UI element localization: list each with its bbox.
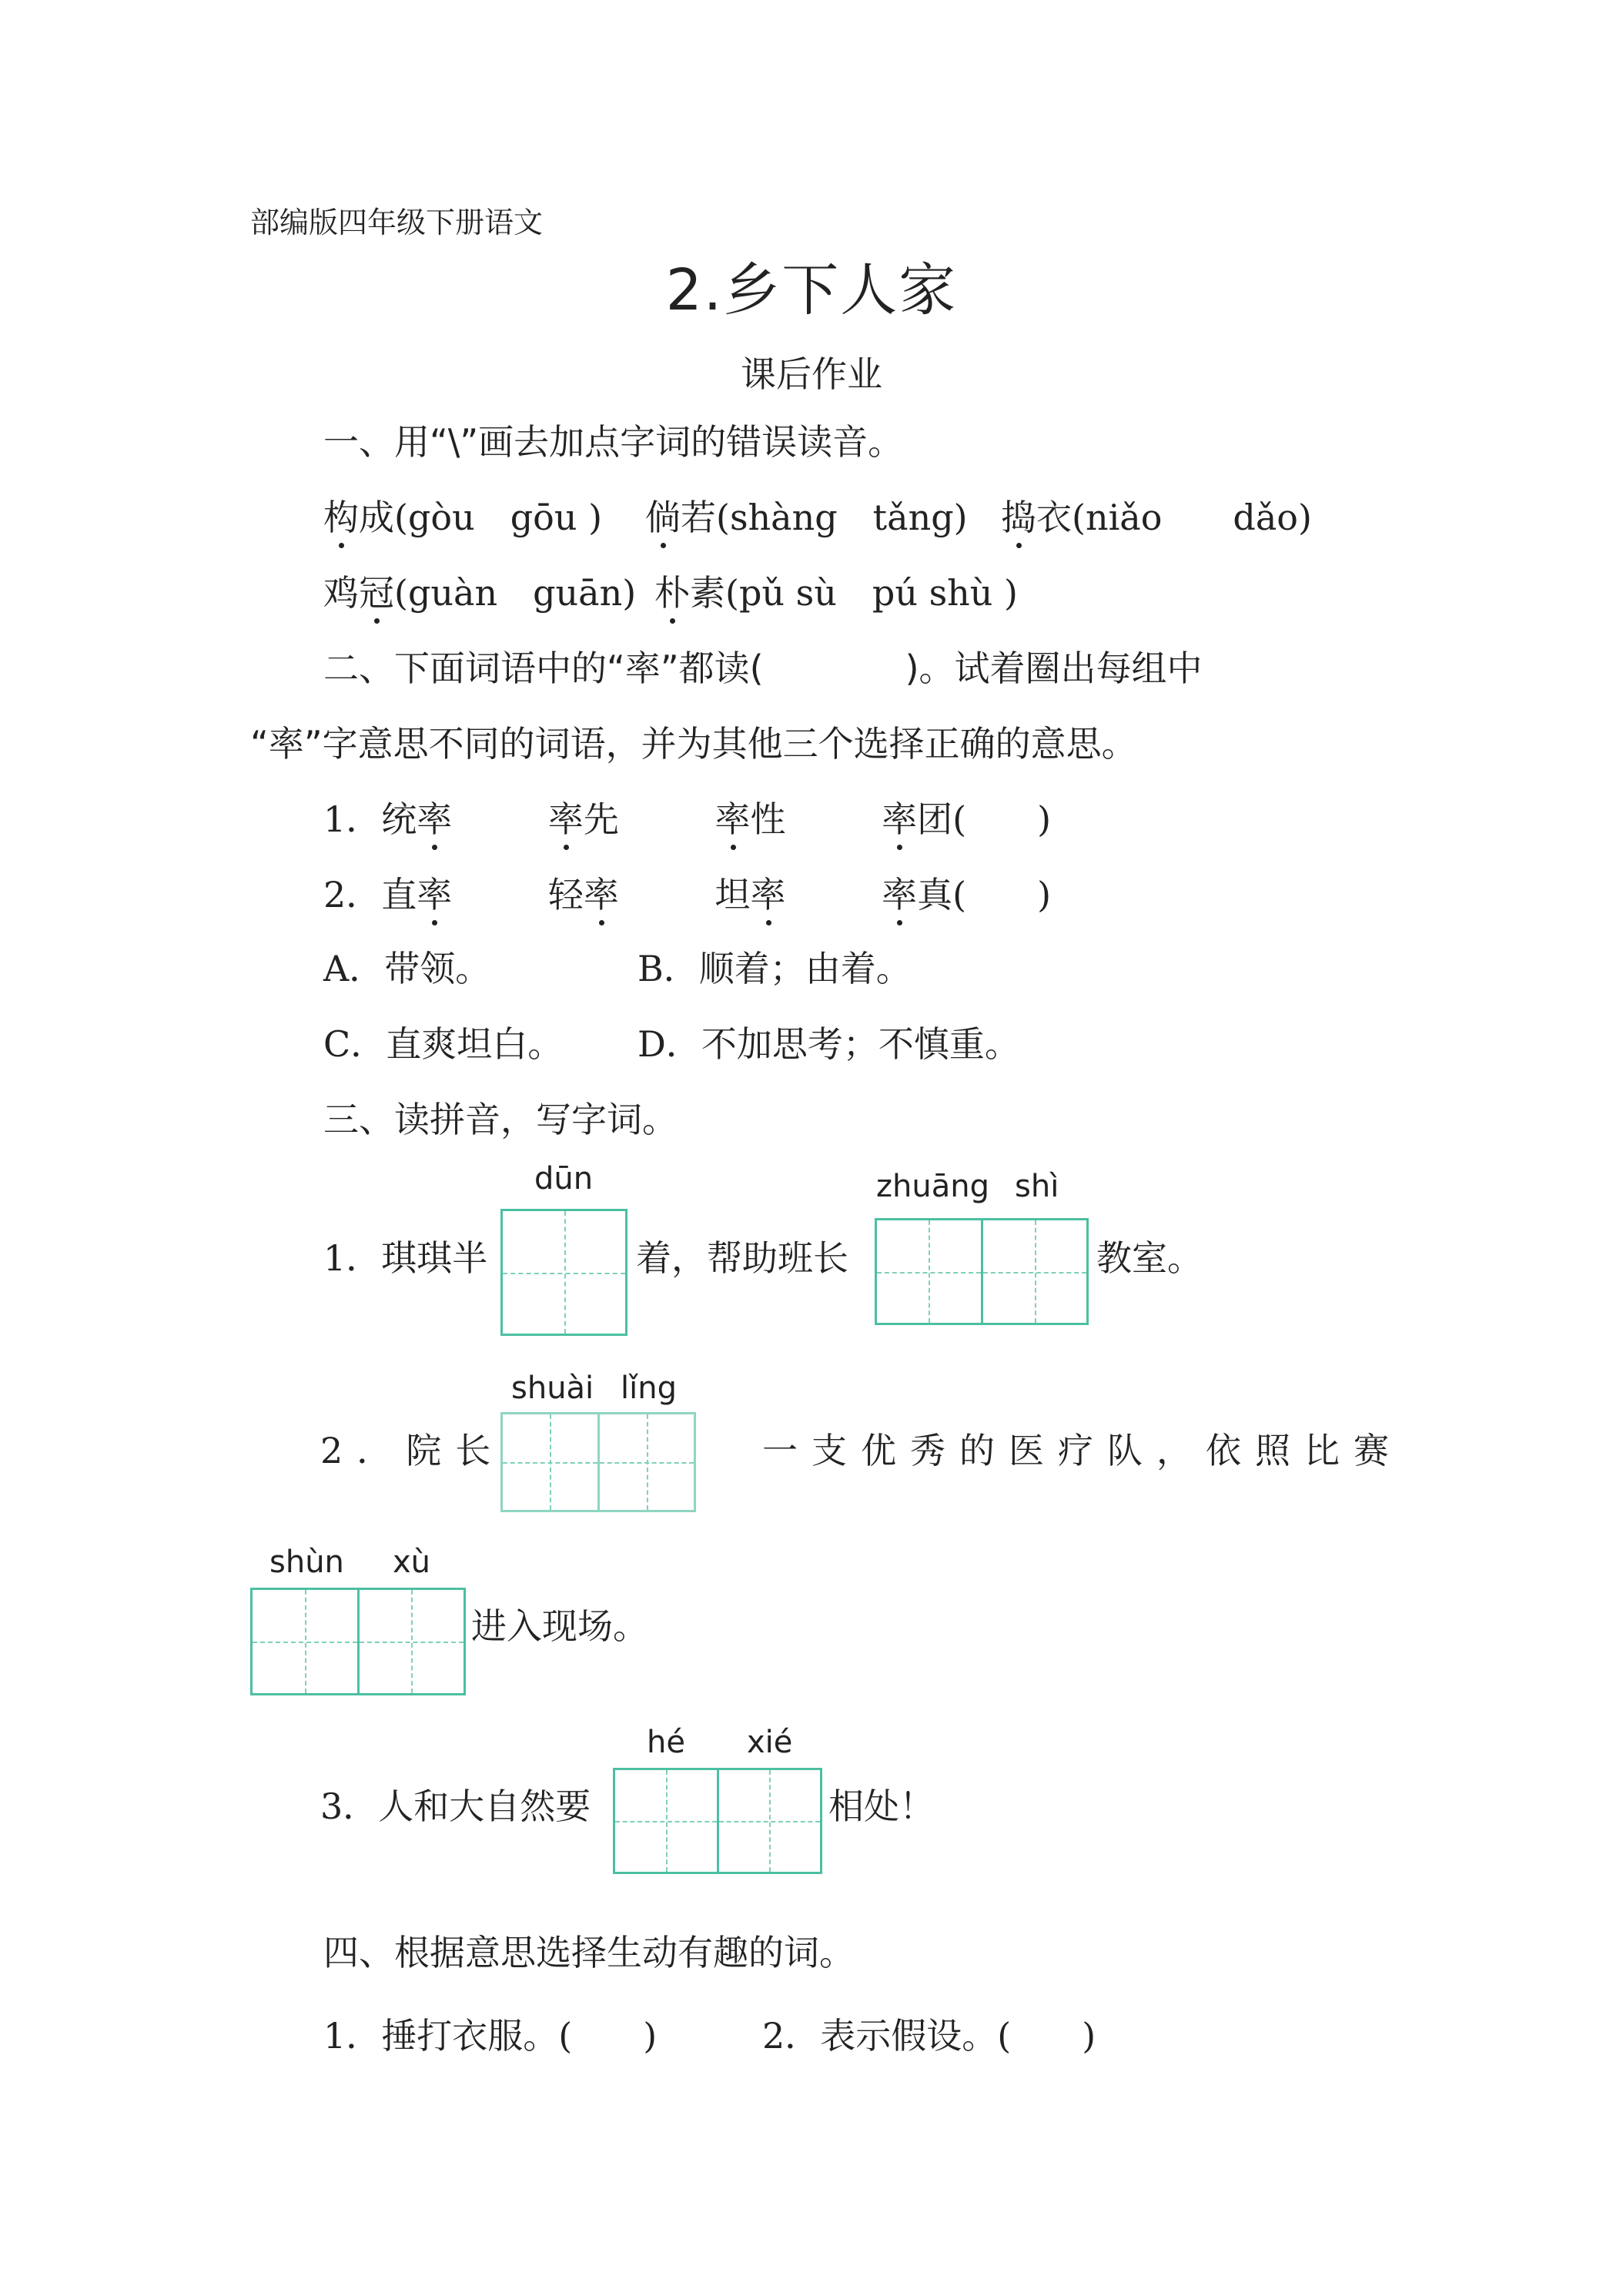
pinyin-shun: shùn [269, 1545, 344, 1580]
q2-option-d: D．不加思考；不慎重。 [637, 1023, 1020, 1065]
q3-s2-mid: 一支优秀的医疗队，依照比赛 [762, 1430, 1403, 1471]
writing-grid-shuailing[interactable] [500, 1412, 696, 1512]
pinyin-dun: dūn [534, 1161, 594, 1197]
q2-group2: 2．直率 轻率 坦率 率真( ) [323, 867, 1051, 918]
q2-line1: 二、下面词语中的“率”都读( )。试着圈出每组中 [323, 648, 1203, 689]
pinyin-ling: lǐng [621, 1371, 677, 1406]
q4-item1: 1．捶打衣服。( ) [323, 2015, 658, 2057]
writing-grid-zhuangshi[interactable] [875, 1218, 1089, 1325]
document-header: 部编版四年级下册语文 [250, 206, 544, 239]
writing-grid-shunxu[interactable] [250, 1588, 466, 1695]
dotted-char: 捣 [1001, 490, 1036, 541]
page-subtitle: 课后作业 [741, 353, 882, 395]
q3-s2-pre: 2．院长 [320, 1430, 505, 1471]
q3-s1-mid: 着，帮助班长 [636, 1237, 848, 1279]
pinyin-zhuang: zhuāng [876, 1169, 989, 1204]
q1-item-pu: 朴素(pǔ sù pú shù ) [654, 565, 1018, 616]
writing-grid-hexie[interactable] [613, 1768, 822, 1874]
q2-option-b: B．顺着；由着。 [637, 948, 912, 989]
q2-line2: “率”字意思不同的词语，并为其他三个选择正确的意思。 [250, 723, 1137, 765]
pinyin-he: hé [647, 1725, 685, 1760]
q1-item-guan: 鸡冠(guàn guān) [323, 565, 636, 616]
pinyin-xu: xù [393, 1545, 431, 1580]
q2-option-a: A．带领。 [323, 948, 491, 989]
q2-option-c: C．直爽坦白。 [323, 1023, 564, 1065]
pinyin-xie: xié [747, 1725, 793, 1760]
q3-s1-post: 教室。 [1096, 1237, 1203, 1279]
q1-item-gou: 构成(gòu gōu ) [323, 490, 602, 541]
writing-grid-dun[interactable] [500, 1209, 627, 1336]
q2-group1: 1．统率 率先 率性 率团( ) [323, 792, 1051, 842]
dotted-char: 冠 [359, 565, 394, 616]
q3-s1-pre: 1．琪琪半 [323, 1237, 488, 1279]
q1-prompt: 一、用“\”画去加点字词的错误读音。 [323, 421, 904, 463]
q4-prompt: 四、根据意思选择生动有趣的词。 [323, 1932, 855, 1973]
q3-s3-pre: 3．人和大自然要 [320, 1786, 591, 1827]
dotted-char: 构 [323, 490, 359, 541]
dotted-char: 倘 [645, 490, 681, 541]
pinyin-shuai: shuài [511, 1371, 594, 1406]
q1-item-tang: 倘若(shàng tǎng) [645, 490, 968, 541]
q1-item-dao: 捣衣(niǎo dǎo) [1001, 490, 1312, 541]
q4-item2: 2．表示假设。( ) [762, 2015, 1096, 2057]
pinyin-shi: shì [1015, 1169, 1059, 1204]
dotted-char: 朴 [654, 565, 690, 616]
page-title: 2.乡下人家 [665, 257, 958, 323]
q3-s3-post: 相处！ [828, 1786, 935, 1827]
q3-s2-post: 进入现场。 [471, 1605, 648, 1647]
q3-prompt: 三、读拼音，写字词。 [323, 1099, 678, 1140]
